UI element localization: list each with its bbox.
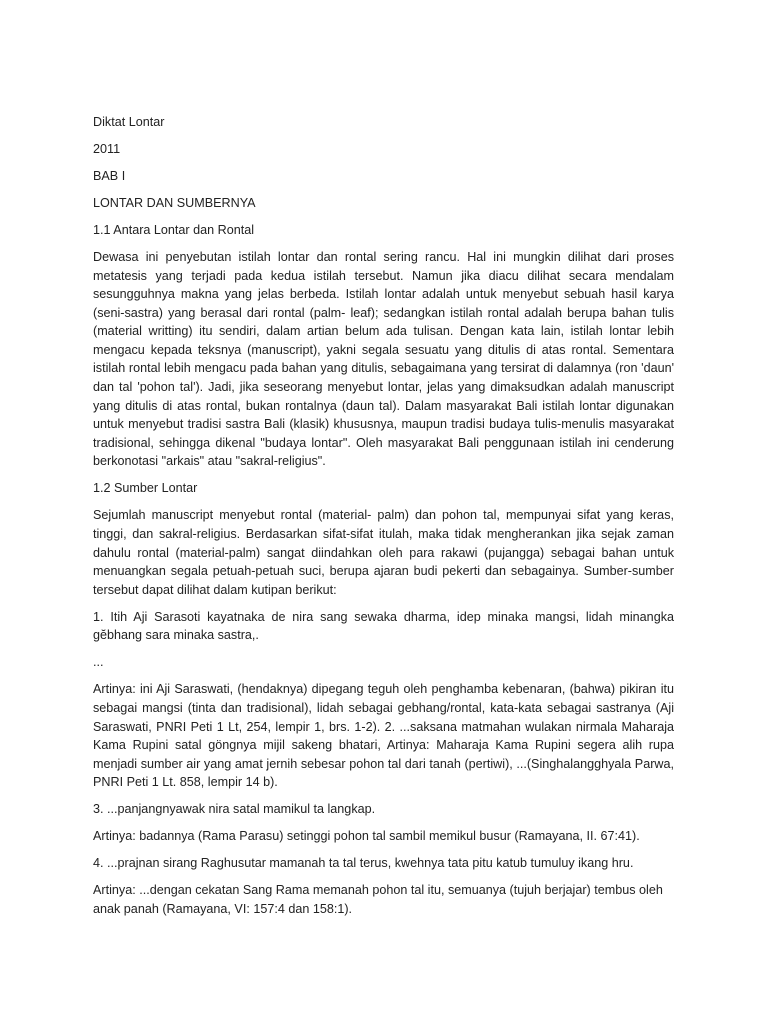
document-body (93, 113, 674, 927)
quote-1: 1. Itih Aji Sarasoti kayatnaka de nira sang sewaka dharma, idep minaka mangsi, lidah minangka gĕbhang sara minaka sastra,. (93, 609, 674, 643)
quote-4: 4. ...prajnan sirang Raghusutar mamanah ta tal terus, kwehnya tata pitu katub tumuluy ikang hru. (93, 856, 634, 871)
section-1-heading: 1.1 Antara Lontar dan Rontal (93, 222, 255, 237)
meaning-4: Artinya: ...dengan cekatan Sang Rama memanah pohon tal itu, semuanya (tujuh berjajar) tembus oleh anak panah (Ramayana, VI: 157:4 dan 158:1). (93, 883, 663, 916)
section-2-heading: 1.2 Sumber Lontar (93, 481, 198, 496)
meaning-3: Artinya: badannya (Rama Parasu) setinggi pohon tal sambil memikul busur (Ramayana, II. 67:41). (93, 829, 640, 844)
section-1-paragraph: Dewasa ini penyebutan istilah lontar dan rontal sering rancu. Hal ini mungkin dilihat dari proses metatesis yang terjadi pada kedua istilah tersebut. Namun jika diacu dilihat secara mendalam sesungguhnya makna yang jelas berbeda. Istilah lontar adalah untuk menyebut sebuah hasil karya (seni-sastra) yang berasal dari rontal (palm- leaf); sedangkan istilah rontal adalah berupa bahan tulis (material writting) itu sendiri, dalam artian belum ada tulisan. Dengan kata lain, istilah lontar lebih mengacu kepada teksnya (manuscript), yakni segala sesuatu yang ditulis di atas rontal. Sementara istilah rontal lebih mengacu pada bahan yang ditulis, sebagaimana yang tersirat di dalamnya (ron 'daun' dan tal 'pohon tal'). Jadi, jika seseorang menyebut lontar, jelas yang dimaksudkan adalah manuscript yang ditulis di atas rontal, bukan rontalnya (daun tal). Dalam masyarakat Bali istilah lontar digunakan untuk menyebut tradisi sastra Bali (klasik) khususnya, maupun tradisi budaya tulis-menulis masyarakat tradisional, sehingga dikenal "budaya lontar". Oleh masyarakat Bali penggunaan istilah ini cenderung berkonotasi "arkais" atau "sakral-religius". (93, 249, 674, 469)
quote-3: 3. ...panjangnyawak nira satal mamikul ta langkap. (93, 802, 376, 817)
chapter-title: LONTAR DAN SUMBERNYA (93, 195, 256, 210)
document-year: 2011 (93, 141, 121, 156)
section-2-paragraph: Sejumlah manuscript menyebut rontal (material- palm) dan pohon tal, mempunyai sifat yang keras, tinggi, dan sakral-religius. Berdasarkan sifat-sifat itulah, maka tidak mengherankan jika sejak zaman dahulu rontal (material-palm) sangat diindahkan oleh para rakawi (pujangga) sebagai bahan untuk menuangkan segala petuah-petuah suci, berupa ajaran budi pekerti dan sebagainya. Sumber-sumber tersebut dapat dilihat dalam kutipan berikut: (93, 508, 674, 597)
ellipsis-line: ... (93, 655, 104, 670)
chapter-label: BAB I (93, 168, 126, 183)
meaning-1: Artinya: ini Aji Saraswati, (hendaknya) dipegang teguh oleh penghamba kebenaran, (bahwa) pikiran itu sebagai mangsi (tinta dan tradisional), lidah sebagai gebhang/rontal, kata-kata sebagai sastranya (Aji Saraswati, PNRI Peti 1 Lt, 254, lempir 1, brs. 1-2). 2. ...saksana matmahan wulakan nirmala Maharaja Kama Rupini satal göngnya mijil sakeng bhatari, Artinya: Maharaja Kama Rupini segera alih rupa menjadi sumber air yang amat jernih sebesar pohon tal dari tanah (pertiwi), ...(Singhalangghyala Parwa, PNRI Peti 1 Lt. 858, lempir 14 b). (93, 682, 674, 790)
document-title: Diktat Lontar (93, 115, 165, 129)
